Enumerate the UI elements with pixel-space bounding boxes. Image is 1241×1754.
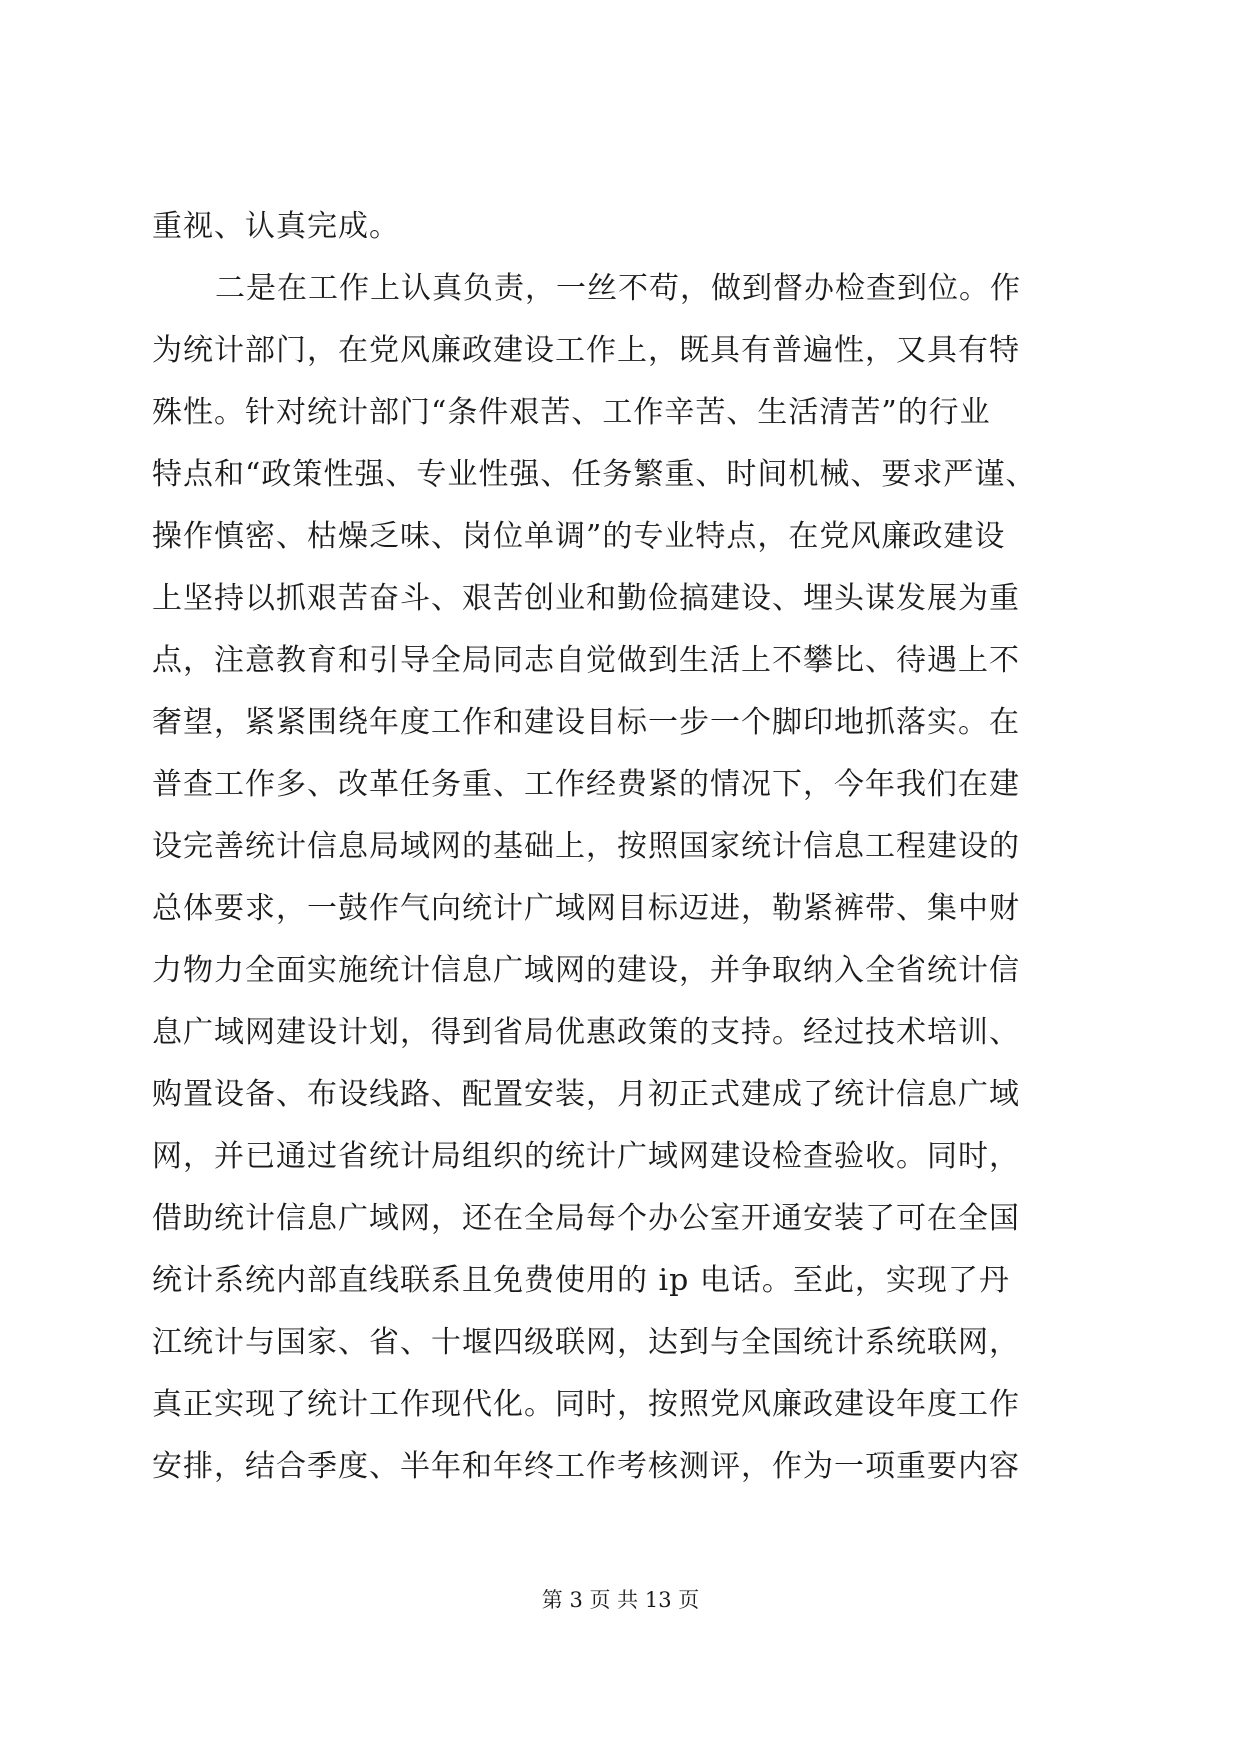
text-line: 点，注意教育和引导全局同志自觉做到生活上不攀比、待遇上不	[152, 643, 1020, 678]
text-line: 息广域网建设计划，得到省局优惠政策的支持。经过技术培训、	[152, 1015, 1020, 1050]
text-line: 奢望，紧紧围绕年度工作和建设目标一步一个脚印地抓落实。在	[152, 705, 1020, 740]
text-line: 为统计部门，在党风廉政建设工作上，既具有普遍性，又具有特	[152, 333, 1020, 368]
text-line: 普查工作多、改革任务重、工作经费紧的情况下，今年我们在建	[152, 767, 1020, 802]
text-line: 借助统计信息广域网，还在全局每个办公室开通安装了可在全国	[152, 1201, 1020, 1236]
text-line: 购置设备、布设线路、配置安装，月初正式建成了统计信息广域	[152, 1077, 1020, 1112]
text-line: 特点和“政策性强、专业性强、任务繁重、时间机械、要求严谨、	[152, 457, 1037, 492]
paragraph-start-line: 二是在工作上认真负责，一丝不苟，做到督办检查到位。作	[215, 271, 1021, 306]
text-line: 统计系统内部直线联系且免费使用的 ip 电话。至此，实现了丹	[152, 1263, 1010, 1298]
text-line: 网，并已通过省统计局组织的统计广域网建设检查验收。同时，	[152, 1139, 1020, 1174]
text-line: 重视、认真完成。	[152, 209, 400, 244]
page-footer: 第 3 页 共 13 页	[541, 1588, 700, 1612]
text-line: 江统计与国家、省、十堰四级联网，达到与全国统计系统联网，	[152, 1325, 1020, 1360]
text-line: 殊性。针对统计部门“条件艰苦、工作辛苦、生活清苦”的行业	[152, 395, 991, 430]
text-line: 安排，结合季度、半年和年终工作考核测评，作为一项重要内容	[152, 1449, 1020, 1484]
text-line: 真正实现了统计工作现代化。同时，按照党风廉政建设年度工作	[152, 1387, 1020, 1422]
text-line: 总体要求，一鼓作气向统计广域网目标迈进，勒紧裤带、集中财	[152, 891, 1020, 926]
text-line: 力物力全面实施统计信息广域网的建设，并争取纳入全省统计信	[152, 953, 1020, 988]
text-line: 设完善统计信息局域网的基础上，按照国家统计信息工程建设的	[152, 829, 1020, 864]
body-text	[152, 196, 1092, 1498]
text-line: 上坚持以抓艰苦奋斗、艰苦创业和勤俭搞建设、埋头谋发展为重	[152, 581, 1020, 616]
text-line: 操作慎密、枯燥乏味、岗位单调”的专业特点，在党风廉政建设	[152, 519, 1006, 554]
